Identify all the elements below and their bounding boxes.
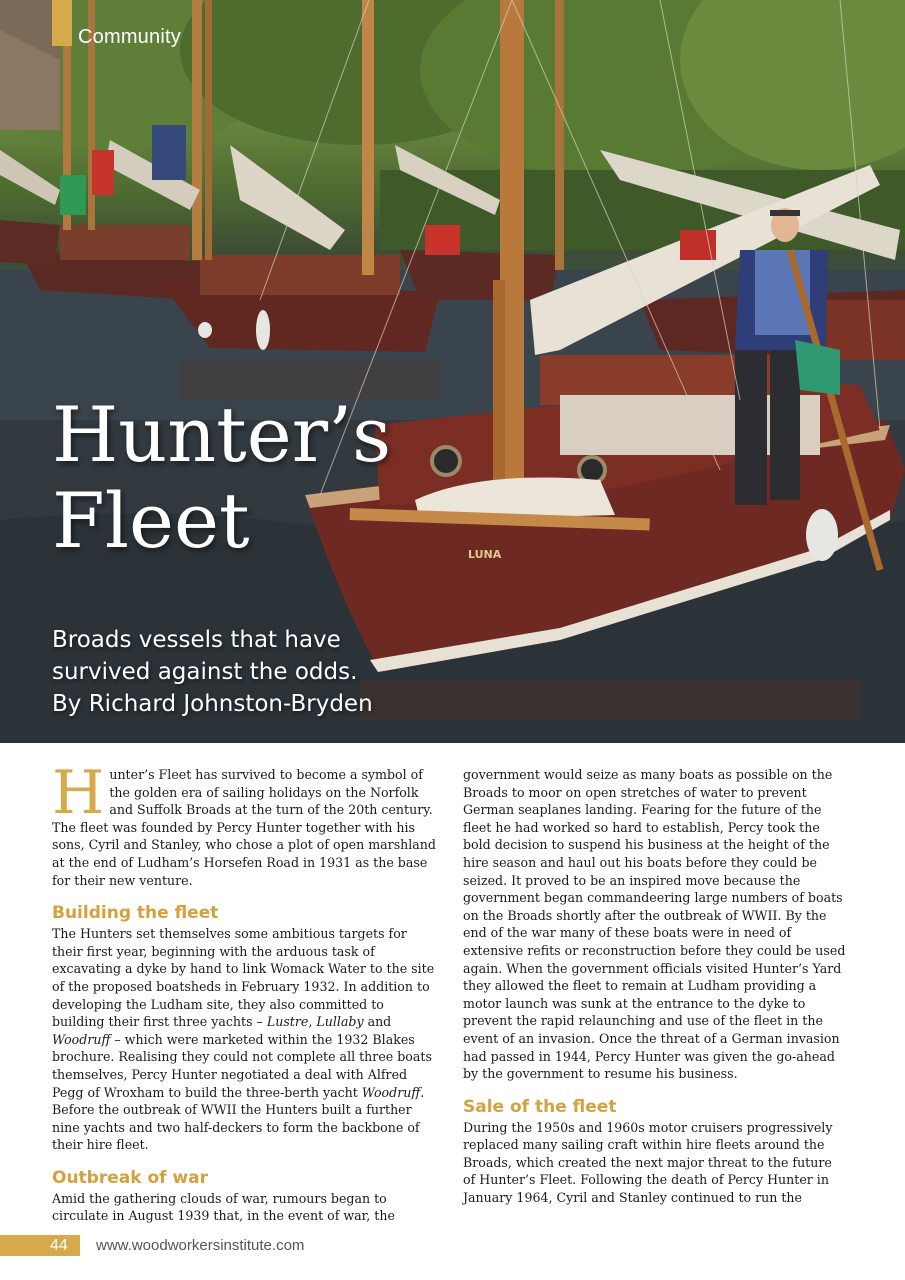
yacht-name: Woodruff	[52, 1031, 111, 1047]
drop-cap: H	[52, 758, 105, 828]
intro-text: unter’s Fleet has survived to become a symbol of the golden era of sailing holidays on the Norfolk and Suffolk Broads at the turn of the 20th century. The fleet was founded by Percy Hunter together with his sons, Cyril and Stanley, who chose a plot of open marshland at the end of Ludham’s Horsefen Road in 1931 as the base for their new venture.	[52, 767, 436, 888]
article-column-right	[463, 766, 847, 1207]
intro-paragraph	[52, 758, 436, 889]
footer-url: www.woodworkersinstitute.com	[96, 1237, 305, 1254]
yacht-name: Lullaby	[316, 1014, 364, 1030]
heading-building-the-fleet: Building the fleet	[52, 903, 219, 924]
page-number-tab	[0, 1235, 80, 1256]
page-footer	[0, 1235, 304, 1256]
standfirst-line-2: survived against the odds.	[52, 659, 358, 685]
heading-sale-of-the-fleet: Sale of the fleet	[463, 1096, 617, 1117]
building-paragraph	[52, 925, 436, 1154]
page-number: 44	[50, 1237, 68, 1254]
standfirst	[52, 624, 373, 720]
sale-paragraph: During the 1950s and 1960s motor cruisers progressively replaced many sailing craft within hire fleets around the Broads, which created the next major threat to the future of Hunter’s Fleet. Following the death of Percy Hunter in January 1964, Cyril and Stanley continued to run the	[463, 1119, 833, 1206]
building-text-a: The Hunters set themselves some ambitious targets for their first year, beginning with the arduous task of excavating a dyke by hand to link Womack Water to the site of the proposed boatsheds in February 1932. In addition to developing the Ludham site, they also committed to building their first three yachts –	[52, 926, 435, 1030]
article-title	[52, 392, 391, 564]
separator: and	[363, 1014, 392, 1030]
article-column-left	[52, 758, 436, 1225]
yacht-name: Woodruff	[361, 1084, 421, 1100]
heading-outbreak-of-war: Outbreak of war	[52, 1167, 209, 1188]
title-line-2: Fleet	[52, 476, 250, 565]
yacht-name: Lustre	[266, 1014, 309, 1030]
building-text-c: . Before the outbreak of WWII the Hunters built a further nine yachts and two half-deckers to form the backbone of their hire fleet.	[52, 1084, 425, 1153]
title-line-1: Hunter’s	[52, 390, 392, 479]
section-tag	[52, 0, 181, 49]
boat-name: LUNA	[468, 548, 502, 561]
standfirst-line-3: By Richard Johnston-Bryden	[52, 691, 373, 717]
war-paragraph-continued: government would seize as many boats as possible on the Broads to moor on open stretches of water to prevent German seaplanes landing. Fearing for the future of the fleet he had worked so hard to establish, Percy took the bold decision to suspend his business at the height of the hire season and haul out his boats before they could be seized. It proved to be an inspired move because the government began commandeering large numbers of boats on the Broads shortly after the outbreak of WWII. By the end of the war many of these boats were in need of extensive refits or reconstruction before they could be used again. When the government officials visited Hunter’s Yard they allowed the fleet to remain at Ludham providing a motor launch was sunk at the entrance to the dyke to prevent the rapid relaunching and use of the fleet in the event of an invasion. Once the threat of a German invasion had passed in 1944, Percy Hunter was given the go-ahead by the government to resume his business.	[463, 767, 846, 1082]
standfirst-line-1: Broads vessels that have	[52, 627, 341, 653]
section-label: Community	[78, 26, 181, 48]
war-paragraph-start: Amid the gathering clouds of war, rumours began to circulate in August 1939 that, in the event of war, the	[52, 1190, 395, 1224]
building-text-b: – which were marketed within the 1932 Blakes brochure. Realising they could not complete all three boats themselves, Percy Hunter negotiated a deal with Alfred Pegg of Wroxham to build the three-berth yacht	[52, 1031, 432, 1100]
separator: ,	[308, 1014, 317, 1030]
section-color-bar	[52, 0, 72, 46]
